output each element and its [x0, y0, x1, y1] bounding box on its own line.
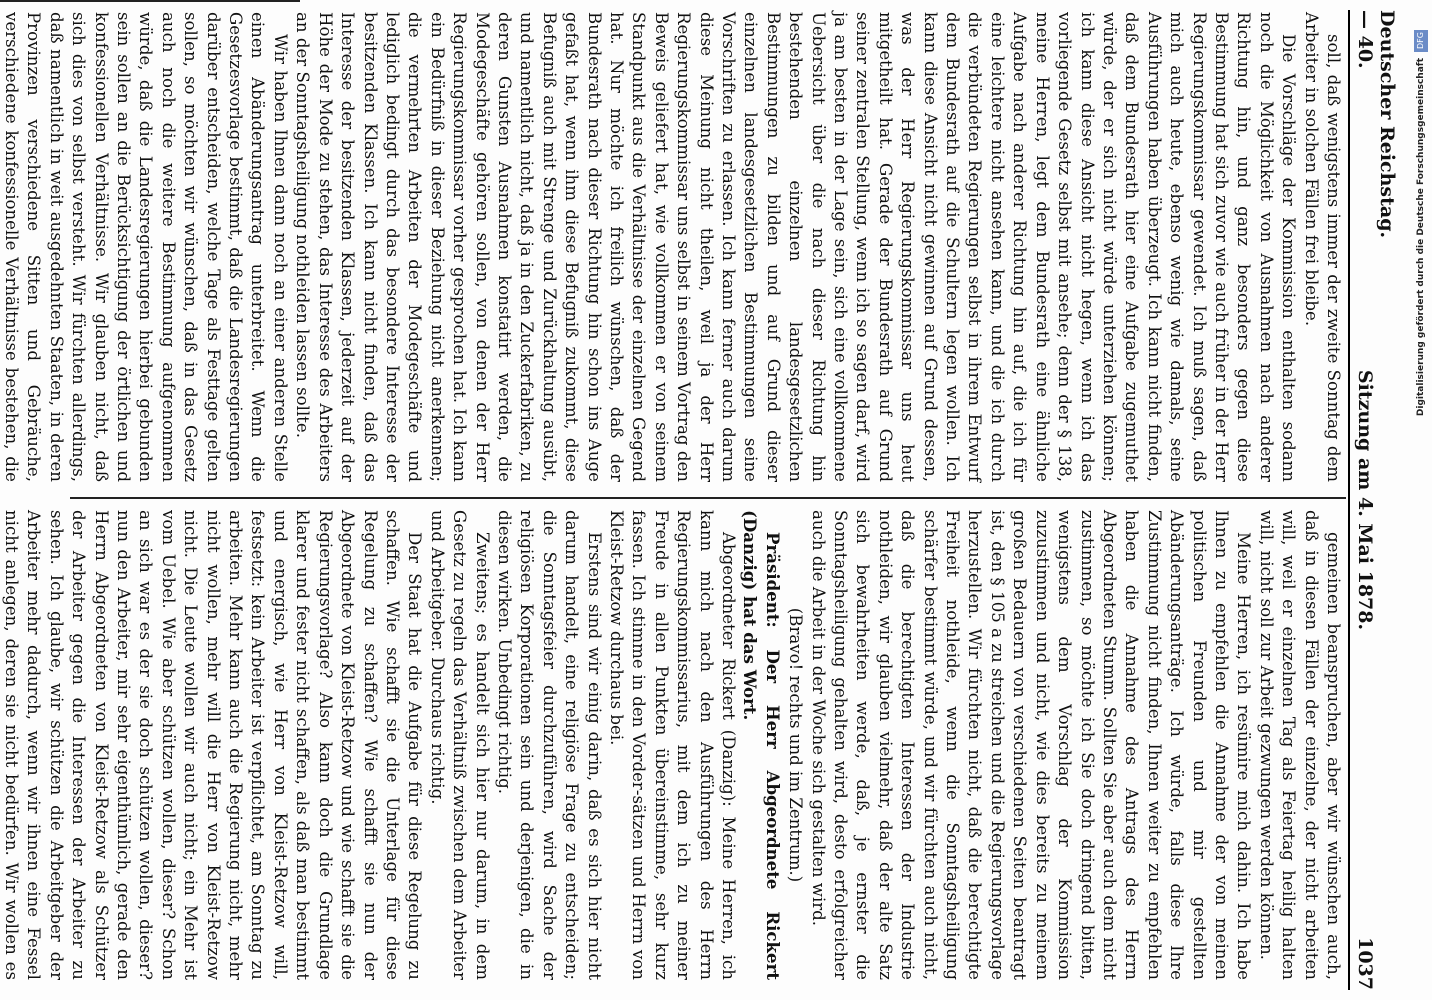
paragraph: Meine Herren, ich resümire mich dahin. Ich habe Ihnen zu empfehlen die Annahme der von meinen politischen Freunden und mir gestellten Abänderungsanträge. Ich würde, falls diese Ihre Zustimmung nicht finden, Ihnen weiter zu empfehlen haben die Annahme des Antrags des Herrn Abgeordneten Stumm. Sollten Sie aber auch dem nicht zustimmen, so möchte ich Sie doch dringend bitten, wenigstens dem Vorschlag der Kommission zuzustimmen und nicht, wie dies bereits zu meinem großen Bedauern von verschiedenen Seiten beantragt ist, den § 105 a zu streichen und die Regierungsvorlage herzustellen. Wir fürchten nicht, daß die berechtigte Freiheit nothleide, wenn die Sonntagsheiligung schärfer bestimmt würde, und wir fürchten auch nicht, daß die berechtigten Interessen der Industrie nothleiden, wir glauben vielmehr, daß der alte Satz sich bewahrheiten werde, daß, je ernster die Sonntagsheiligung gehalten wird, desto erfolgreicher auch die Arbeit in der Woche sich gestalten wird. [808, 510, 1254, 980]
right-text-column [2, 510, 1344, 980]
left-text-column [2, 12, 1344, 482]
paragraph: gemeinen beanspruchen, aber wir wünschen auch, daß in diesen Fällen der einzelne, der nicht arbeiten will, weil er einzelnen Tag als Feiertag heilig halten will, nicht soll zur Arbeit gezwungen werden können. [1256, 510, 1343, 980]
header-page-number: 1037 [1354, 937, 1376, 990]
paragraph: soll, daß wenigstens immer der zweite Sonntag dem Arbeiter in solchen Fällen frei bleibe. [1301, 12, 1343, 482]
digitization-stamp [1414, 30, 1428, 1000]
header-journal-title: Deutscher Reichstag. — 40. [1354, 10, 1398, 239]
president-announcement: Präsident: Der Herr Abgeordnete Rickert (Danzig) hat das Wort. [740, 510, 783, 980]
paragraph: Die Vorschläge der Kommission enthalten sodann noch die Möglichkeit von Ausnahmen nach anderer Richtung hin, und ganz besonders gegen diese Bestimmung hat sich zuvor wie auch früher in der Herr Regierungskommissar gewendet. Ich muß sagen, daß mich auch heute, ebenso wenig wie damals, seine Ausführungen haben überzeugt. Ich kann nicht finden, daß dem Bundesrath hier eine Aufgabe zugemuthet würde, der er sich nicht würde unterziehen können; ich kann diese Ansicht nicht hegen, wenn ich das vorliegende Gesetz selbst mit ansehe; denn der § 138, meine Herren, legt dem Bundesrath eine ähnliche Aufgabe nach anderer Richtung hin auf, die ich für eine leichtere nicht ansehen kann, und die ich durch die verbündeten Regierungen selbst in ihrem Entwurf dem Bundesrath auf die Schultern legen wollen. Ich kann diese Ansicht nicht gewinnen auf Grund dessen, was der Herr Regierungskommissar uns heut mitgetheilt hat. Gerade der Bundesrath auf Grund seiner zentralen Stellung, wenn ich so sagen darf, wird ja am besten in der Lage sein, sich eine vollkommene Uebersicht über die nach dieser Richtung hin bestehenden einzelnen landesgesetzlichen Bestimmungen zu bilden und auf Grund dieser einzelnen landesgesetzlichen Bestimmungen seine Vorschriften zu erlassen. Ich kann ferner auch darum diese Meinung nicht theilen, weil ja der Herr Regierungskommissar uns selbst in seinem Vortrag den Beweis geliefert hat, wie vollkommen er von seinem Standpunkt aus die Verhältnisse der einzelnen Gegend hat. Nur möchte ich freilich wünschen, daß der Bundesrath nach dieser Richtung hin schon ins Auge gefaßt hat, wenn ihm diese Befugniß zukommt, diese Befugniß auch mit Strenge und Zurückhaltung ausübt, und namentlich nicht, daß ja in den Zuckerfabriken, zu deren Gunsten Ausnahmen konstatirt werden, die Modegeschäfte gehören sollen, von denen der Herr Regierungskommissar vorher gesprochen hat. Ich kann ein Bedürfniß in dieser Beziehung nicht anerkennen; die vermehrten Arbeiten der Modegeschäfte und lediglich bedingt durch das besondere Interesse der besitzenden Klassen. Ich kann nicht finden, daß das Interesse der besitzenden Klassen, jederzeit auf der Höhe der Mode zu stehen, das Interesse des Arbeiters an der Sonntagsheiligung nothleiden lassen sollte. [293, 12, 1299, 482]
applause-note: (Bravo! rechts und im Zentrum.) [786, 607, 806, 883]
column-divider [70, 497, 1346, 499]
paragraph: Der Staat hat die Aufgabe für diese Regelung zu schaffen. Wie schafft sie die Unterlage für diese Regelung zu schaffen? Wie schafft sie nun der Abgeordnete von Kleist-Retzow und wie schafft sie die Regierungsvorlage? Also kann doch die Grundlage klarer und fester nicht schaffen, als daß man bestimmt und energisch, wie Herr von Kleist-Retzow will, festsetzt: kein Arbeiter ist verpflichtet, am Sonntag zu arbeiten. Mehr kann auch die Regierung nicht, mehr nicht wollen, mehr will die Herr von Kleist-Retzow nicht. Die Leute wollen wir auch nicht; ein Mehr ist vom Uebel. Wie aber schützen wollen, dieser? Schon an sich war es der sie doch schützen wollen, dieser? nun den Arbeiter, mir sehr eigenthümlich, gerade den Herrn Abgeordneten von Kleist-Retzow als Schützer der Arbeiter gegen die Interessen der Arbeiter zu sehen. Ich glaube, wir schützen die Arbeitgeber der Arbeiter mehr dadurch, wenn wir ihnen eine Fessel nicht anlegen, deren sie nicht bedürfen. Wir wollen es [2, 510, 425, 980]
rotated-page-content [2, 0, 1418, 1000]
digitization-credit: Digitalisierung gefördert durch die Deutsche Forschungsgemeinschaft [1416, 58, 1426, 417]
speaker-paragraph: Abgeordneter Rickert (Danzig): Meine Herren, ich kann mich nach den Ausführungen des Herrn Regierungskommissarius, mit dem ich zu meiner Freude in allen Punkten übereinstimme, sehr kurz fassen. Ich stimme in den Vorder-sätzen und Herrn von Kleist-Retzow durchaus bei. [607, 510, 739, 980]
dfg-logo: DFG [1414, 30, 1428, 52]
header-session-date: Sitzung am 4. Mai 1878. [1354, 369, 1376, 631]
running-header [1348, 10, 1398, 990]
paragraph: Wir haben Ihnen dann noch an einer anderen Stelle einen Abänderungsantrag unterbreitet. Wenn die Gesetzesvorlage bestimmt, daß die Landesregierungen darüber entscheiden, welche Tage als Festtage gelten sollen, so möchten wir wünschen, daß in das Gesetz auch noch die weitere Bestimmung aufgenommen würde, daß die Landesregierungen hierbei gebunden sein sollen an die Berücksichtigung der örtlichen und konfessionellen Verhältnisse. Wir glauben nicht, daß sich dies von selbst versteht. Wir fürchten allerdings, daß namentlich in weit ausgedehnten Staaten, in deren Provinzen verschiedene Sitten und Gebräuche, verschiedene konfessionelle Verhältnisse bestehen, die [2, 12, 290, 482]
paragraph: Zweitens; es handelt sich hier nur darum, in dem Gesetz zu regeln das Verhältniß zwischen dem Arbeiter und Arbeitgeber. Durchaus richtig. [427, 510, 492, 980]
paragraph: Erstens sind wir einig darin, daß es sich hier nicht darum handelt, eine religiöse Frage zu entscheiden; die Sonntagsfeier durchzuführen, wird Sache der religiösen Korporationen sein und derjenigen, die in diesen wirken. Unbedingt richtig. [494, 510, 604, 980]
